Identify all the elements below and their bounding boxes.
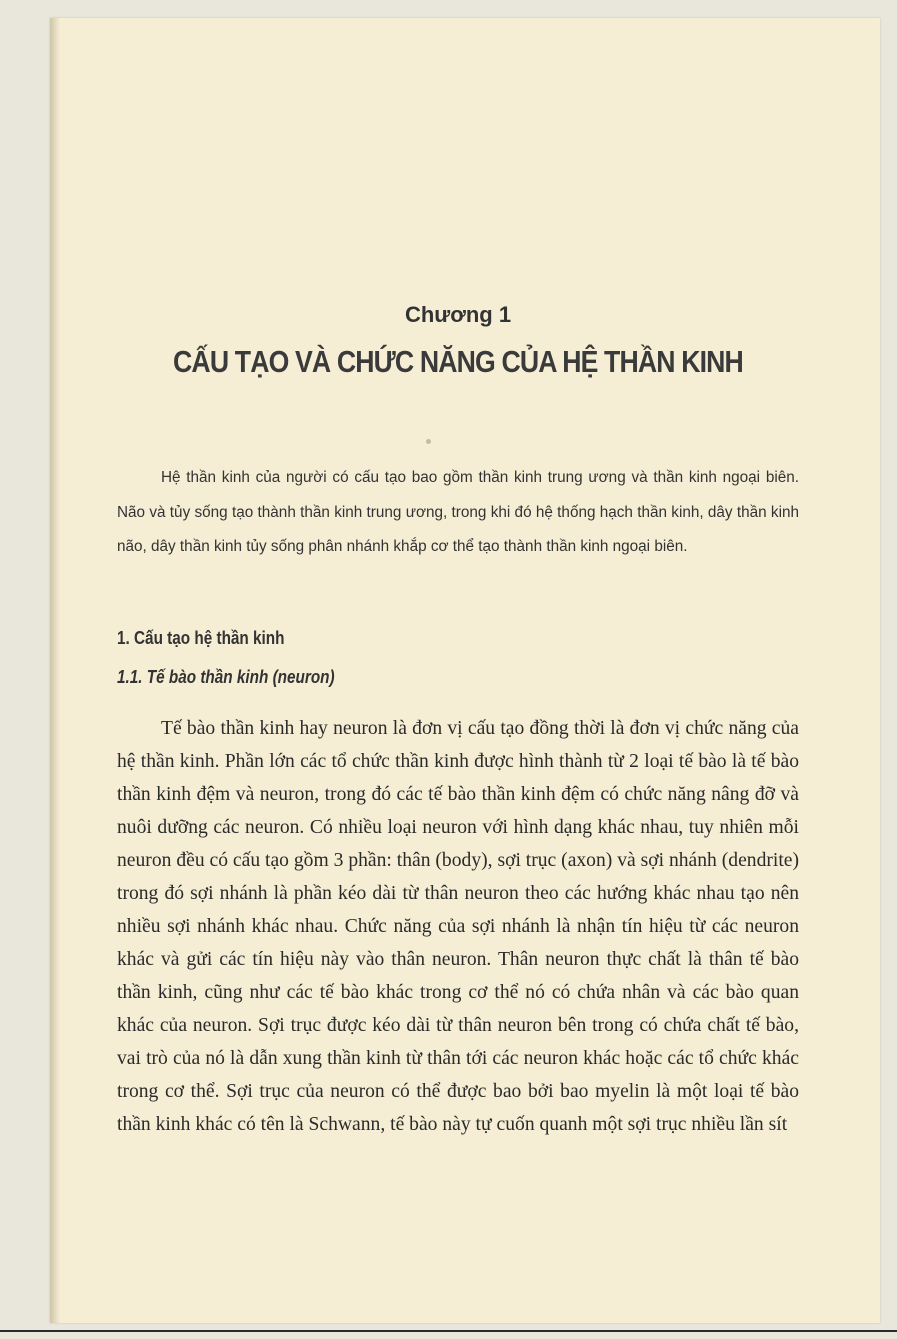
section-heading: 1. Cấu tạo hệ thần kinh bbox=[117, 628, 285, 648]
decorative-dot bbox=[426, 439, 431, 444]
chapter-title: CẤU TẠO VÀ CHỨC NĂNG CỦA HỆ THẦN KINH bbox=[173, 344, 743, 379]
intro-paragraph: Hệ thần kinh của người có cấu tạo bao gồm thần kinh trung ương và thần kinh ngoại biên. Não và tủy sống tạo thành thần kinh trung ương, trong khi đó hệ thống hạch thần kinh, dây thần kinh não, dây thần kinh tủy sống phân nhánh khắp cơ thể tạo thành thần kinh ngoại biên. bbox=[117, 469, 799, 555]
subsection-heading: 1.1. Tế bào thần kinh (neuron) bbox=[117, 667, 335, 687]
chapter-label: Chương 1 bbox=[404, 302, 512, 327]
bottom-border bbox=[0, 1330, 897, 1332]
body-paragraph: Tế bào thần kinh hay neuron là đơn vị cấu tạo đồng thời là đơn vị chức năng của hệ thần kinh. Phần lớn các tổ chức thần kinh được hình thành từ 2 loại tế bào là tế bào thần kinh đệm và neuron, trong đó các tế bào thần kinh đệm có chức năng nâng đỡ và nuôi dưỡng các neuron. Có nhiều loại neuron với hình dạng khác nhau, tuy nhiên mỗi neuron đều có cấu tạo gồm 3 phần: thân (body), sợi trục (axon) và sợi nhánh (dendrite) trong đó sợi nhánh là phần kéo dài từ thân neuron theo các hướng khác nhau tạo nên nhiều sợi nhánh khác nhau. Chức năng của sợi nhánh là nhận tín hiệu từ các neuron khác và gửi các tín hiệu này vào thân neuron. Thân neuron thực chất là thân tế bào thần kinh, cũng như các tế bào khác trong cơ thể nó có chứa nhân và các bào quan khác của neuron. Sợi trục được kéo dài từ thân neuron bên trong có chứa chất tế bào, vai trò của nó là dẫn xung thần kinh từ thân tới các neuron khác hoặc các tổ chức khác trong cơ thể. Sợi trục của neuron có thể được bao bởi bao myelin là một loại tế bào thần kinh khác có tên là Schwann, tế bào này tự cuốn quanh một sợi trục nhiều lần sít bbox=[117, 718, 799, 1135]
page-spine-shadow bbox=[50, 18, 60, 1323]
